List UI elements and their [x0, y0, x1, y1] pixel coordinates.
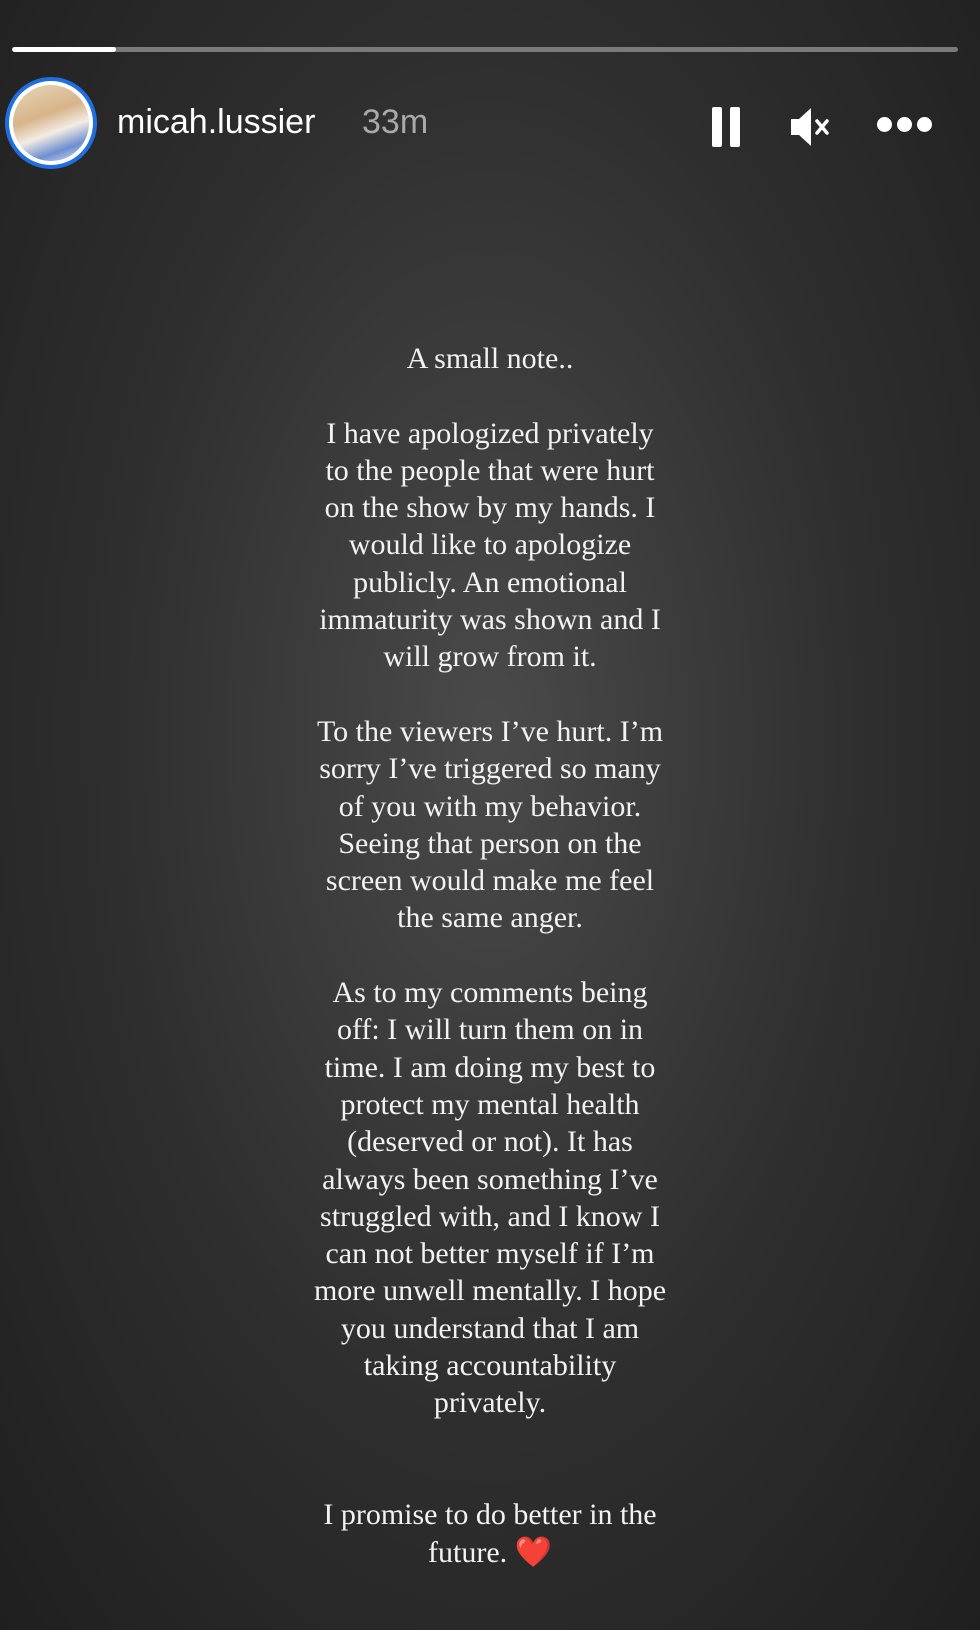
story-text-note — [0, 340, 980, 1571]
note-line: struggled with, and I know I — [320, 1199, 660, 1233]
note-line: more unwell mentally. I hope — [313, 1274, 667, 1308]
note-line: privately. — [433, 1386, 547, 1420]
story-progress-bar — [12, 47, 958, 52]
note-line: will grow from it. — [383, 640, 597, 674]
note-line — [0, 1459, 980, 1496]
note-line: immaturity was shown and I — [319, 603, 661, 637]
note-line: would like to apologize — [348, 528, 632, 562]
note-line: off: I will turn them on in — [336, 1013, 644, 1047]
note-line: to the people that were hurt — [325, 453, 655, 487]
note-line: time. I am doing my best to — [324, 1050, 656, 1084]
username[interactable]: micah.lussier — [117, 103, 316, 141]
note-line: As to my comments being — [332, 976, 648, 1010]
note-line: (deserved or not). It has — [347, 1125, 633, 1159]
more-options-icon[interactable] — [877, 117, 932, 132]
note-line: of you with my behavior. — [338, 789, 642, 823]
pause-icon[interactable] — [712, 107, 740, 147]
note-line: Seeing that person on the — [338, 826, 642, 860]
note-line: To the viewers I’ve hurt. I’m — [316, 714, 664, 748]
note-line: taking accountability — [363, 1349, 617, 1383]
note-line: I have apologized privately — [326, 416, 654, 450]
note-line: I promise to do better in the — [323, 1498, 657, 1532]
heart-emoji: ❤️ — [507, 1535, 552, 1569]
note-line: A small note.. — [406, 342, 574, 375]
note-line: protect my mental health — [340, 1087, 640, 1121]
note-line: always been something I’ve — [322, 1162, 658, 1196]
muted-speaker-icon[interactable] — [789, 106, 833, 148]
timestamp: 33m — [362, 103, 429, 141]
avatar[interactable] — [5, 77, 97, 169]
note-line — [0, 937, 980, 974]
note-line: publicly. An emotional — [353, 565, 627, 599]
note-line — [0, 377, 980, 414]
story-progress-fill — [12, 47, 116, 52]
note-line: the same anger. — [397, 901, 583, 935]
note-line: future. ❤️ — [428, 1535, 552, 1569]
note-line — [0, 676, 980, 713]
note-line: on the show by my hands. I — [324, 491, 656, 525]
avatar-image — [13, 85, 89, 161]
note-line: can not better myself if I’m — [325, 1237, 655, 1271]
note-line: screen would make me feel — [325, 864, 655, 898]
note-line — [0, 1422, 980, 1459]
note-line: sorry I’ve triggered so many — [319, 752, 661, 786]
note-line: you understand that I am — [340, 1311, 640, 1345]
